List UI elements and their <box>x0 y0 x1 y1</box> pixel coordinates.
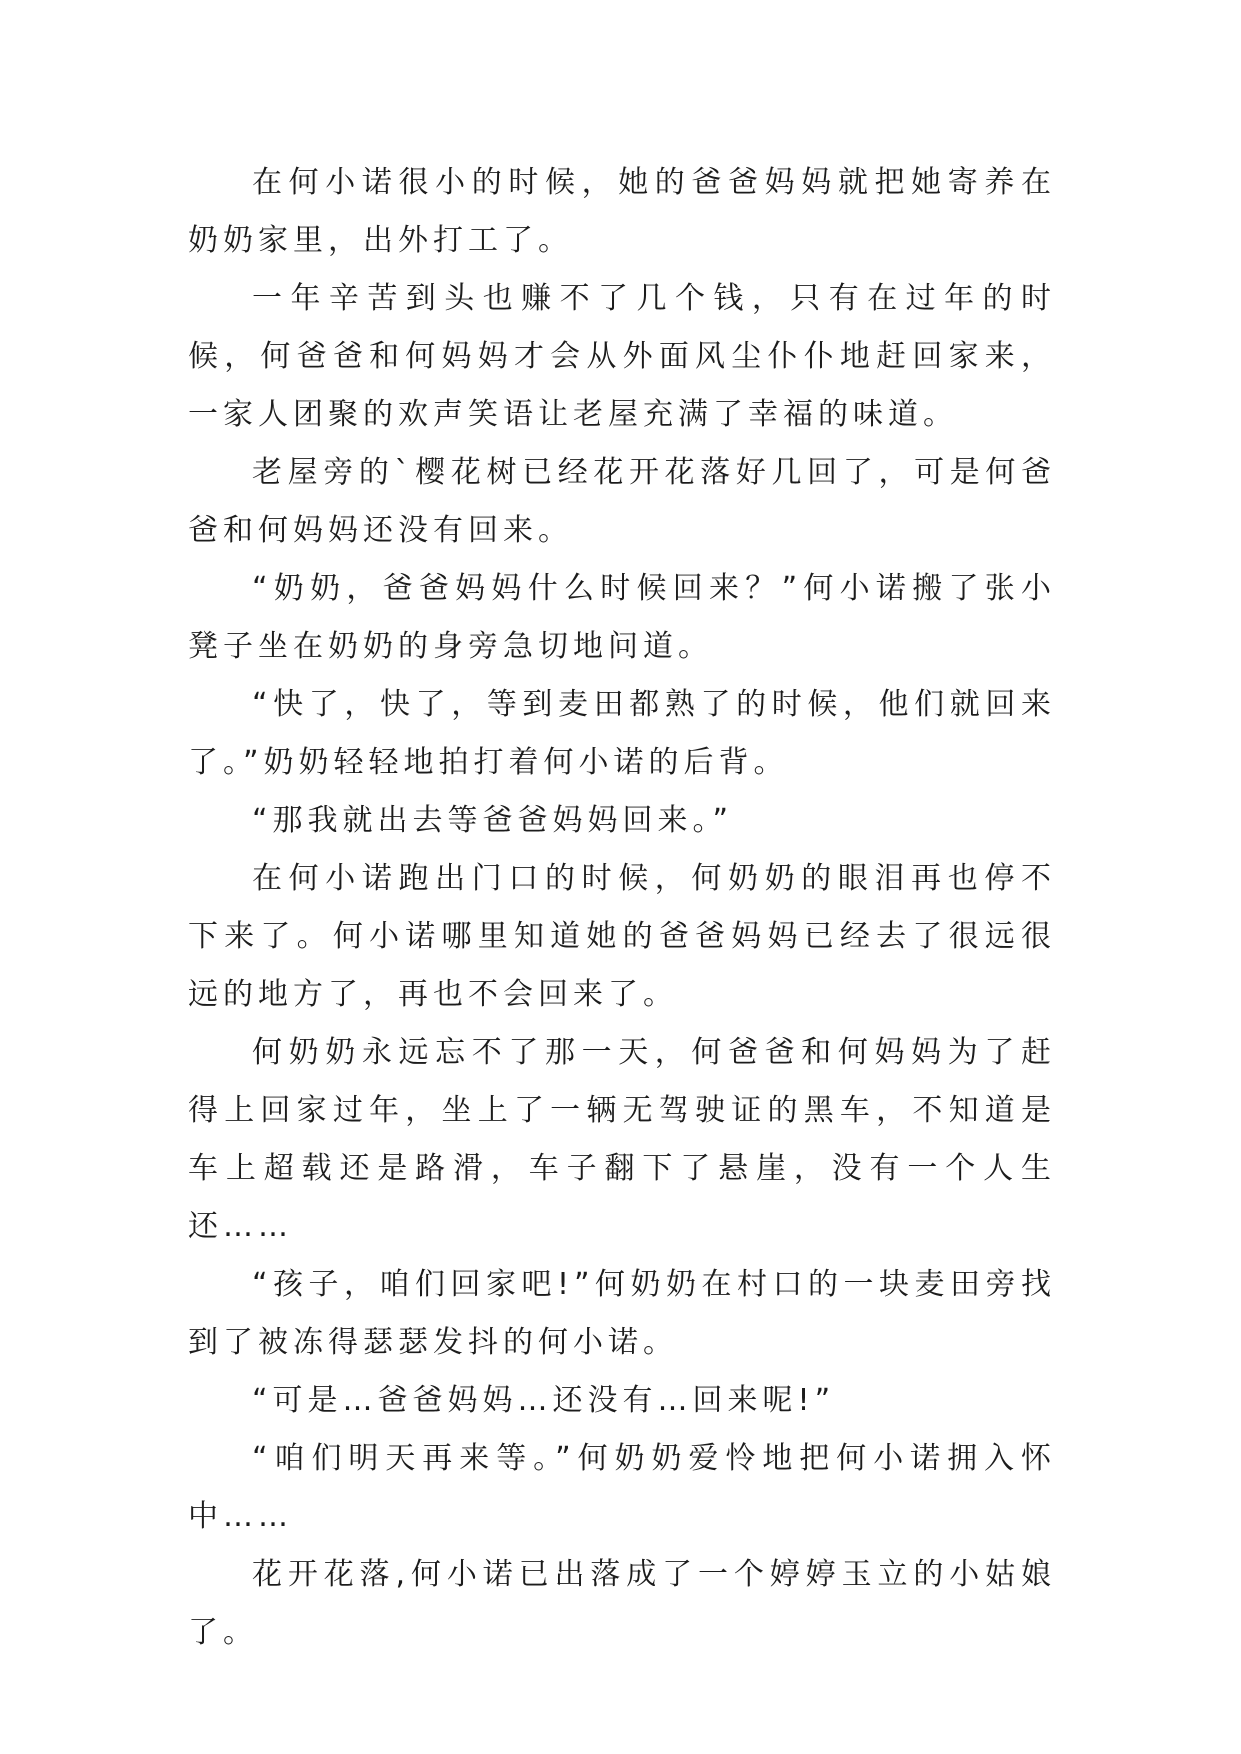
paragraph-3: 老屋旁的`樱花树已经花开花落好几回了，可是何爸爸和何妈妈还没有回来。 <box>188 455 1056 548</box>
story-text <box>188 154 1056 1662</box>
paragraph-10: “可是…爸爸妈妈…还没有…回来呢!” <box>252 1383 836 1418</box>
paragraph-4: “奶奶，爸爸妈妈什么时候回来？”何小诺搬了张小凳子坐在奶奶的身旁急切地问道。 <box>188 571 1056 664</box>
paragraph-9: “孩子，咱们回家吧!”何奶奶在村口的一块麦田旁找到了被冻得瑟瑟发抖的何小诺。 <box>188 1267 1056 1360</box>
paragraph-12: 花开花落,何小诺已出落成了一个婷婷玉立的小姑娘了。 <box>188 1557 1056 1650</box>
paragraph-11: “咱们明天再来等。”何奶奶爱怜地把何小诺拥入怀中…… <box>188 1441 1056 1534</box>
paragraph-6: “那我就出去等爸爸妈妈回来。” <box>252 803 734 838</box>
paragraph-8: 何奶奶永远忘不了那一天，何爸爸和何妈妈为了赶得上回家过年，坐上了一辆无驾驶证的黑车，不知道是车上超载还是路滑，车子翻下了悬崖，没有一个人生还…… <box>188 1035 1056 1244</box>
paragraph-1: 在何小诺很小的时候，她的爸爸妈妈就把她寄养在奶奶家里，出外打工了。 <box>188 165 1056 258</box>
paragraph-2: 一年辛苦到头也赚不了几个钱，只有在过年的时候，何爸爸和何妈妈才会从外面风尘仆仆地赶回家来，一家人团聚的欢声笑语让老屋充满了幸福的味道。 <box>188 281 1056 432</box>
paragraph-7: 在何小诺跑出门口的时候，何奶奶的眼泪再也停不下来了。何小诺哪里知道她的爸爸妈妈已经去了很远很远的地方了，再也不会回来了。 <box>188 861 1056 1012</box>
paragraph-5: “快了，快了，等到麦田都熟了的时候，他们就回来了。”奶奶轻轻地拍打着何小诺的后背。 <box>188 687 1056 780</box>
